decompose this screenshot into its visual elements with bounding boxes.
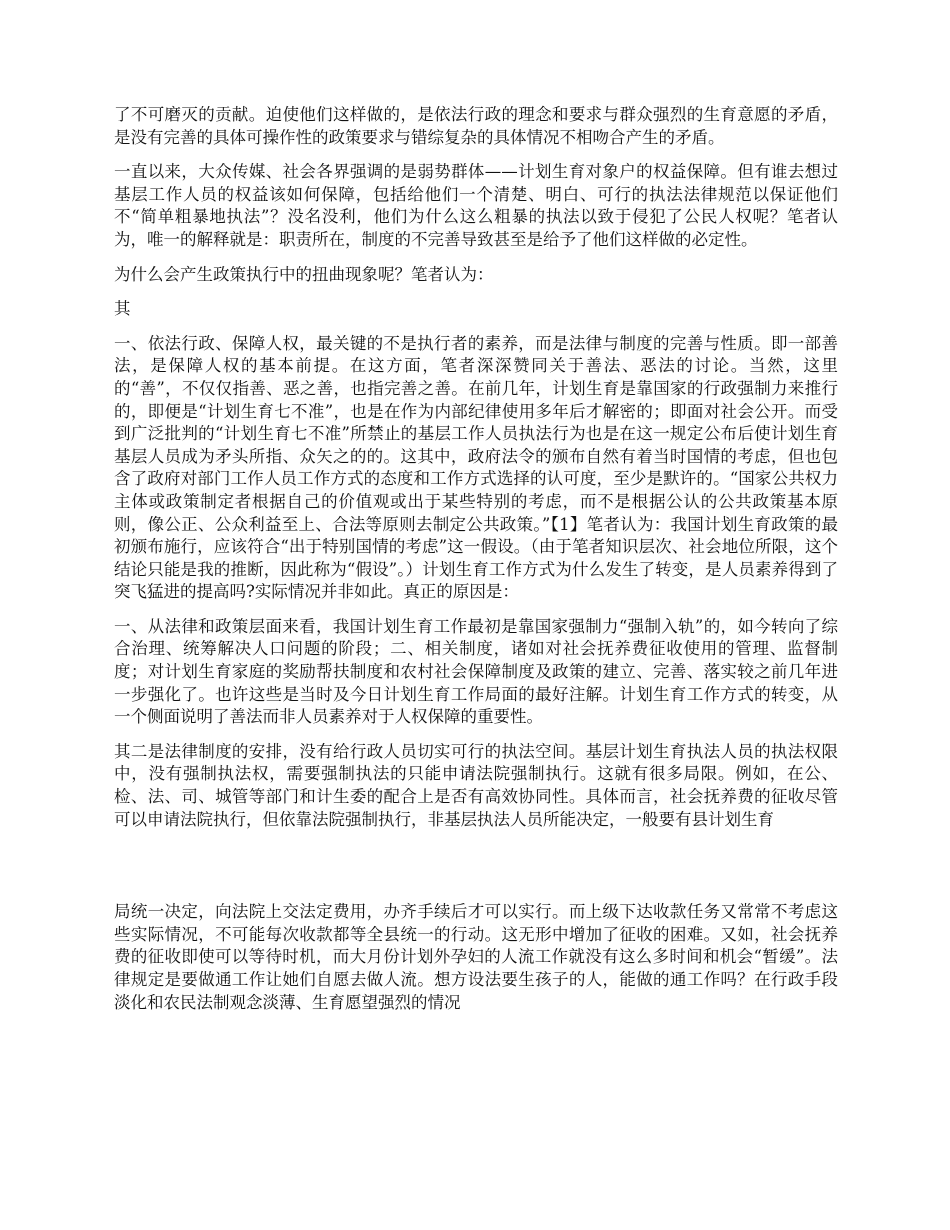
document-body: [114, 104, 838, 1026]
paragraph-4: 其: [114, 299, 131, 319]
paragraph-7: 其二是法律制度的安排，没有给行政人员切实可行的执法空间。基层计划生育执法人员的执法权限中，没有强制执法权，需要强制执法的只能申请法院强制执行。这就有很多局限。例如，在公、检、法、司、城管等部门和计生委的配合上是否有高效协同性。具体而言，社会抚养费的征收尽管可以申请法院执行，但依靠法院强制执行，非基层执法人员所能决定，一般要有县计划生育: [114, 741, 838, 829]
paragraph-8: 局统一决定，向法院上交法定费用，办齐手续后才可以实行。而上级下达收款任务又常常不考虑这些实际情况，不可能每次收款都等全县统一的行动。这无形中增加了征收的困难。又如，社会抚养费的征收即使可以等待时机，而大月份计划外孕妇的人流工作就没有这么多时间和机会“暂缓”。法律规定是要做通工作让她们自愿去做人流。想方设法要生孩子的人，能做的通工作吗？在行政手段淡化和农民法制观念淡薄、生育愿望强烈的情况: [114, 902, 838, 1012]
paragraph-2: 一直以来，大众传媒、社会各界强调的是弱势群体——计划生育对象户的权益保障。但有谁去想过基层工作人员的权益该如何保障，包括给他们一个清楚、明白、可行的执法法律规范以保证他们不“简单粗暴地执法”？没名没利，他们为什么这么粗暴的执法以致于侵犯了公民人权呢？笔者认为，唯一的解释就是：职责所在，制度的不完善导致甚至是给予了他们这样做的必定性。: [114, 162, 838, 249]
paragraph-6: 一、从法律和政策层面来看，我国计划生育工作最初是靠国家强制力“强制入轨”的，如今转向了综合治理、统筹解决人口问题的阶段；二、相关制度，诸如对社会抚养费征收使用的管理、监督制度；对计划生育家庭的奖励帮扶制度和农村社会保障制度及政策的建立、完善、落实较之前几年进一步强化了。也许这些是当时及今日计划生育工作局面的最好注解。计划生育工作方式的转变，从一个侧面说明了善法而非人员素养对于人权保障的重要性。: [114, 616, 838, 727]
paragraph-5: 一、依法行政、保障人权，最关键的不是执行者的素养，而是法律与制度的完善与性质。即一部善法，是保障人权的基本前提。在这方面，笔者深深赞同关于善法、恶法的讨论。当然，这里的“善”，不仅仅指善、恶之善，也指完善之善。在前几年，计划生育是靠国家的行政强制力来推行的，即便是“计划生育七不准”，也是在作为内部纪律使用多年后才解密的；即面对社会公开。而受到广泛批判的“计划生育七不准”所禁止的基层工作人员执法行为也是在这一规定公布后使计划生育基层人员成为矛头所指、众矢之的的。这其中，政府法令的颁布自然有着当时国情的考虑，但也包含了政府对部门工作人员工作方式的态度和工作方式选择的认可度，至少是默许的。“国家公共权力主体或政策制定者根据自己的价值观或出于某些特别的考虑，而不是根据公认的公共政策基本原则，像公正、公众利益至上、合法等原则去制定公共政策。”【1】笔者认为：我国计划生育政策的最初颁布施行，应该符合“出于特别国情的考虑”这一假设。（由于笔者知识层次、社会地位所限，这个结论只能是我的推断，因此称为“假设”。）计划生育工作方式为什么发生了转变，是人员素养得到了突飞猛进的提高吗?实际情况并非如此。真正的原因是：: [114, 333, 838, 602]
paragraph-1: 了不可磨灭的贡献。迫使他们这样做的，是依法行政的理念和要求与群众强烈的生育意愿的矛盾，是没有完善的具体可操作性的政策要求与错综复杂的具体情况不相吻合产生的矛盾。: [114, 105, 838, 147]
page-break-gap: [114, 843, 838, 901]
paragraph-3: 为什么会产生政策执行中的扭曲现象呢？笔者认为：: [114, 264, 494, 284]
